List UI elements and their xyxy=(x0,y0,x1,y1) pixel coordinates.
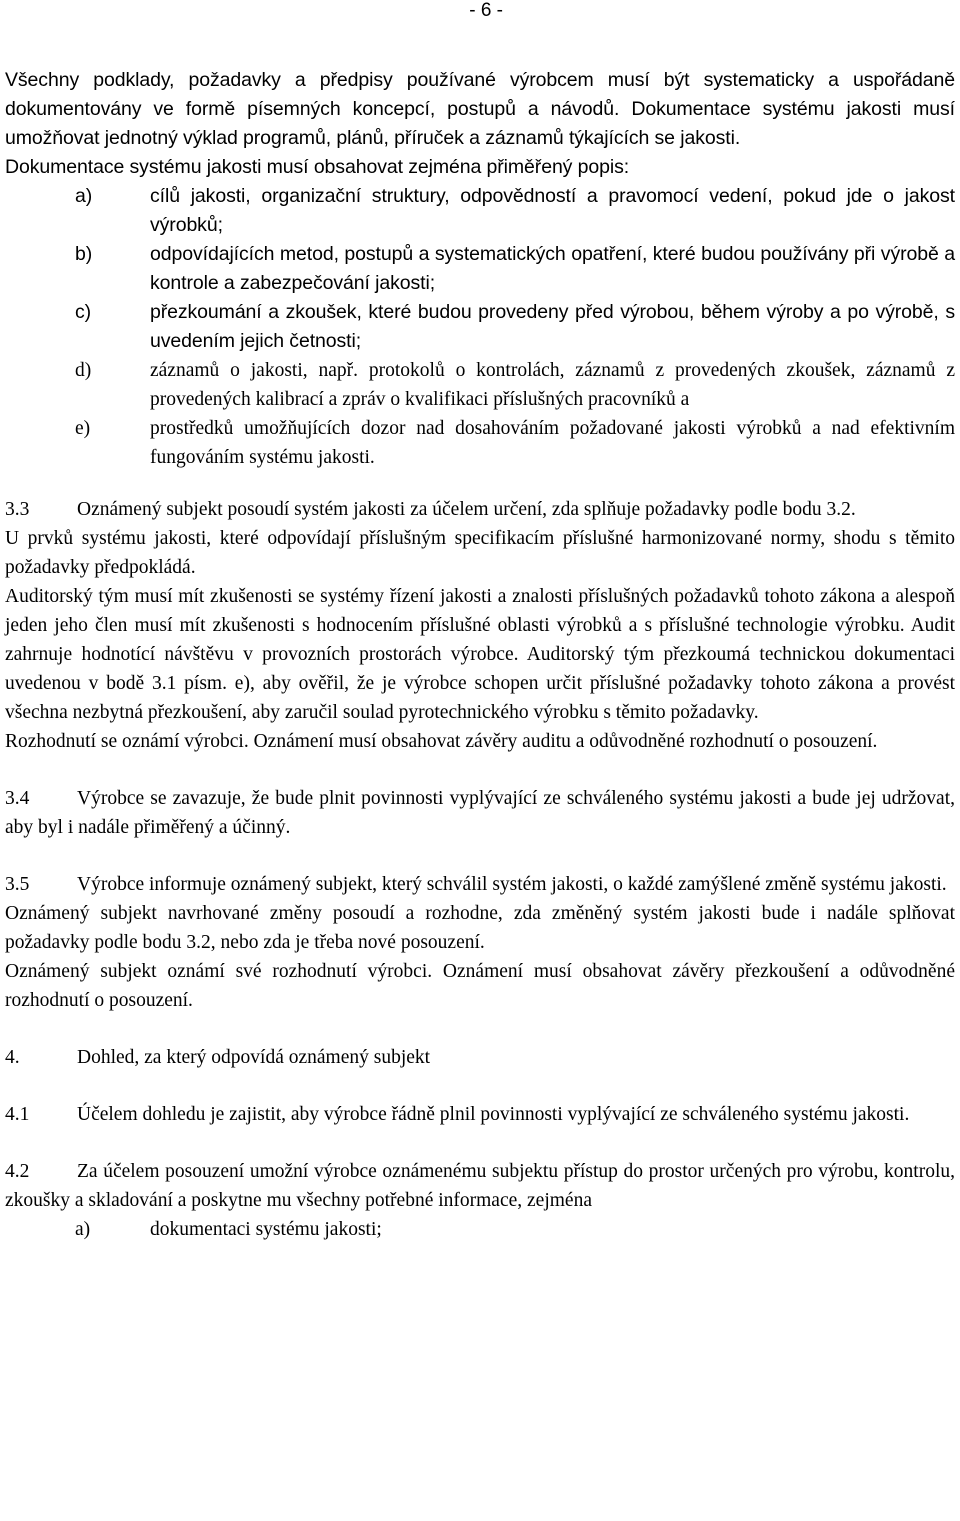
list-item-label: c) xyxy=(75,301,92,323)
list-item-label: b) xyxy=(75,243,93,265)
documentation-list xyxy=(5,182,955,472)
list-item-text: dokumentaci systému jakosti; xyxy=(150,1219,382,1240)
list-item-text: přezkoumání a zkoušek, které budou provedeny před výrobou, během výroby a po výrobě, s uvedením jejich četnosti; xyxy=(150,301,955,352)
section-number: 4. xyxy=(5,1047,20,1068)
section-4-heading xyxy=(5,1043,955,1072)
section-3-3-paragraph: Auditorský tým musí mít zkušenosti se systémy řízení jakosti a znalosti příslušných požadavků tohoto zákona a alespoň jeden jeho člen musí mít zkušenosti s hodnocením příslušné oblasti výrobků a s příslušné technologie výrobku. Audit zahrnuje hodnotící návštěvu v provozních prostorách výrobce. Auditorský tým přezkoumá technickou dokumentaci uvedenou v bodě 3.1 písm. e), aby ověřil, že je výrobce schopen určit příslušné požadavky tohoto zákona a provést všechna nezbytná přezkoušení, aby zaručil soulad pyrotechnického výrobku s těmito požadavky. xyxy=(5,586,955,723)
list-item-text: prostředků umožňujících dozor nad dosahováním požadované jakosti výrobků a nad efektivním fungováním systému jakosti. xyxy=(150,418,955,468)
section-3-3-paragraph: U prvků systému jakosti, které odpovídají příslušným specifikacím příslušné harmonizované normy, shodu s těmito požadavky předpokládá. xyxy=(5,528,955,578)
intro-paragraph: Všechny podklady, požadavky a předpisy používané výrobcem musí být systematicky a uspořádaně dokumentovány ve formě písemných koncepcí, postupů a návodů. Dokumentace systému jakosti musí umožňovat jednotný výklad programů, plánů, příruček a záznamů týkajících se jakosti. xyxy=(5,69,955,149)
section-text: Výrobce informuje oznámený subjekt, který schválil systém jakosti, o každé zamýšlené změně systému jakosti. xyxy=(77,874,947,895)
section-3-3-heading xyxy=(5,495,955,524)
list-item xyxy=(5,182,955,240)
list-item-label: a) xyxy=(75,185,93,207)
list-item xyxy=(5,1215,955,1244)
spacer xyxy=(5,756,955,784)
page-content xyxy=(5,66,955,1244)
section-number: 3.5 xyxy=(5,874,30,895)
section-4-2 xyxy=(5,1157,955,1215)
section-3-5-paragraph: Oznámený subjekt oznámí své rozhodnutí výrobci. Oznámení musí obsahovat závěry přezkoušení a odůvodněné rozhodnutí o posouzení. xyxy=(5,961,955,1011)
section-3-3-paragraph: Rozhodnutí se oznámí výrobci. Oznámení musí obsahovat závěry auditu a odůvodněné rozhodnutí o posouzení. xyxy=(5,731,878,752)
list-item xyxy=(5,298,955,356)
section-text: Dohled, za který odpovídá oznámený subjekt xyxy=(77,1047,431,1068)
list-item xyxy=(5,356,955,414)
section-3-4 xyxy=(5,784,955,842)
section-4-1 xyxy=(5,1100,955,1129)
spacer xyxy=(5,842,955,870)
section-text: Účelem dohledu je zajistit, aby výrobce řádně plnil povinnosti vyplývající ze schváleného systému jakosti. xyxy=(77,1104,910,1125)
section-number: 4.1 xyxy=(5,1104,30,1125)
spacer xyxy=(5,472,955,495)
spacer xyxy=(5,1072,955,1100)
section-number: 4.2 xyxy=(5,1161,30,1182)
list-item-text: záznamů o jakosti, např. protokolů o kontrolách, záznamů z provedených zkoušek, záznamů z provedených kalibrací a zpráv o kvalifikaci příslušných pracovníků a xyxy=(150,360,955,410)
list-item-label: a) xyxy=(75,1219,91,1240)
section-text: Oznámený subjekt posoudí systém jakosti za účelem určení, zda splňuje požadavky podle bodu 3.2. xyxy=(77,499,856,520)
list-item-label: d) xyxy=(75,360,92,381)
section-4-2-list xyxy=(5,1215,955,1244)
intro-list-lead: Dokumentace systému jakosti musí obsahovat zejména přiměřený popis: xyxy=(5,156,630,178)
section-text: Výrobce se zavazuje, že bude plnit povinnosti vyplývající ze schváleného systému jakosti a bude jej udržovat, aby byl i nadále přiměřený a účinný. xyxy=(5,788,955,838)
list-item xyxy=(5,414,955,472)
spacer xyxy=(5,1015,955,1043)
spacer xyxy=(5,1129,955,1157)
page-number: - 6 - xyxy=(469,0,503,21)
section-number: 3.3 xyxy=(5,499,30,520)
list-item-label: e) xyxy=(75,418,91,439)
list-item-text: cílů jakosti, organizační struktury, odpovědností a pravomocí vedení, pokud jde o jakost výrobků; xyxy=(150,185,955,236)
section-3-5 xyxy=(5,870,955,899)
section-text: Za účelem posouzení umožní výrobce oznámenému subjektu přístup do prostor určených pro výrobu, kontrolu, zkoušky a skladování a poskytne mu všechny potřebné informace, zejména xyxy=(5,1161,955,1211)
list-item xyxy=(5,240,955,298)
section-3-5-paragraph: Oznámený subjekt navrhované změny posoudí a rozhodne, zda změněný systém jakosti bude i nadále splňovat požadavky podle bodu 3.2, nebo zda je třeba nové posouzení. xyxy=(5,903,955,953)
list-item-text: odpovídajících metod, postupů a systematických opatření, které budou používány při výrobě a kontrole a zabezpečování jakosti; xyxy=(150,243,955,294)
section-number: 3.4 xyxy=(5,788,30,809)
